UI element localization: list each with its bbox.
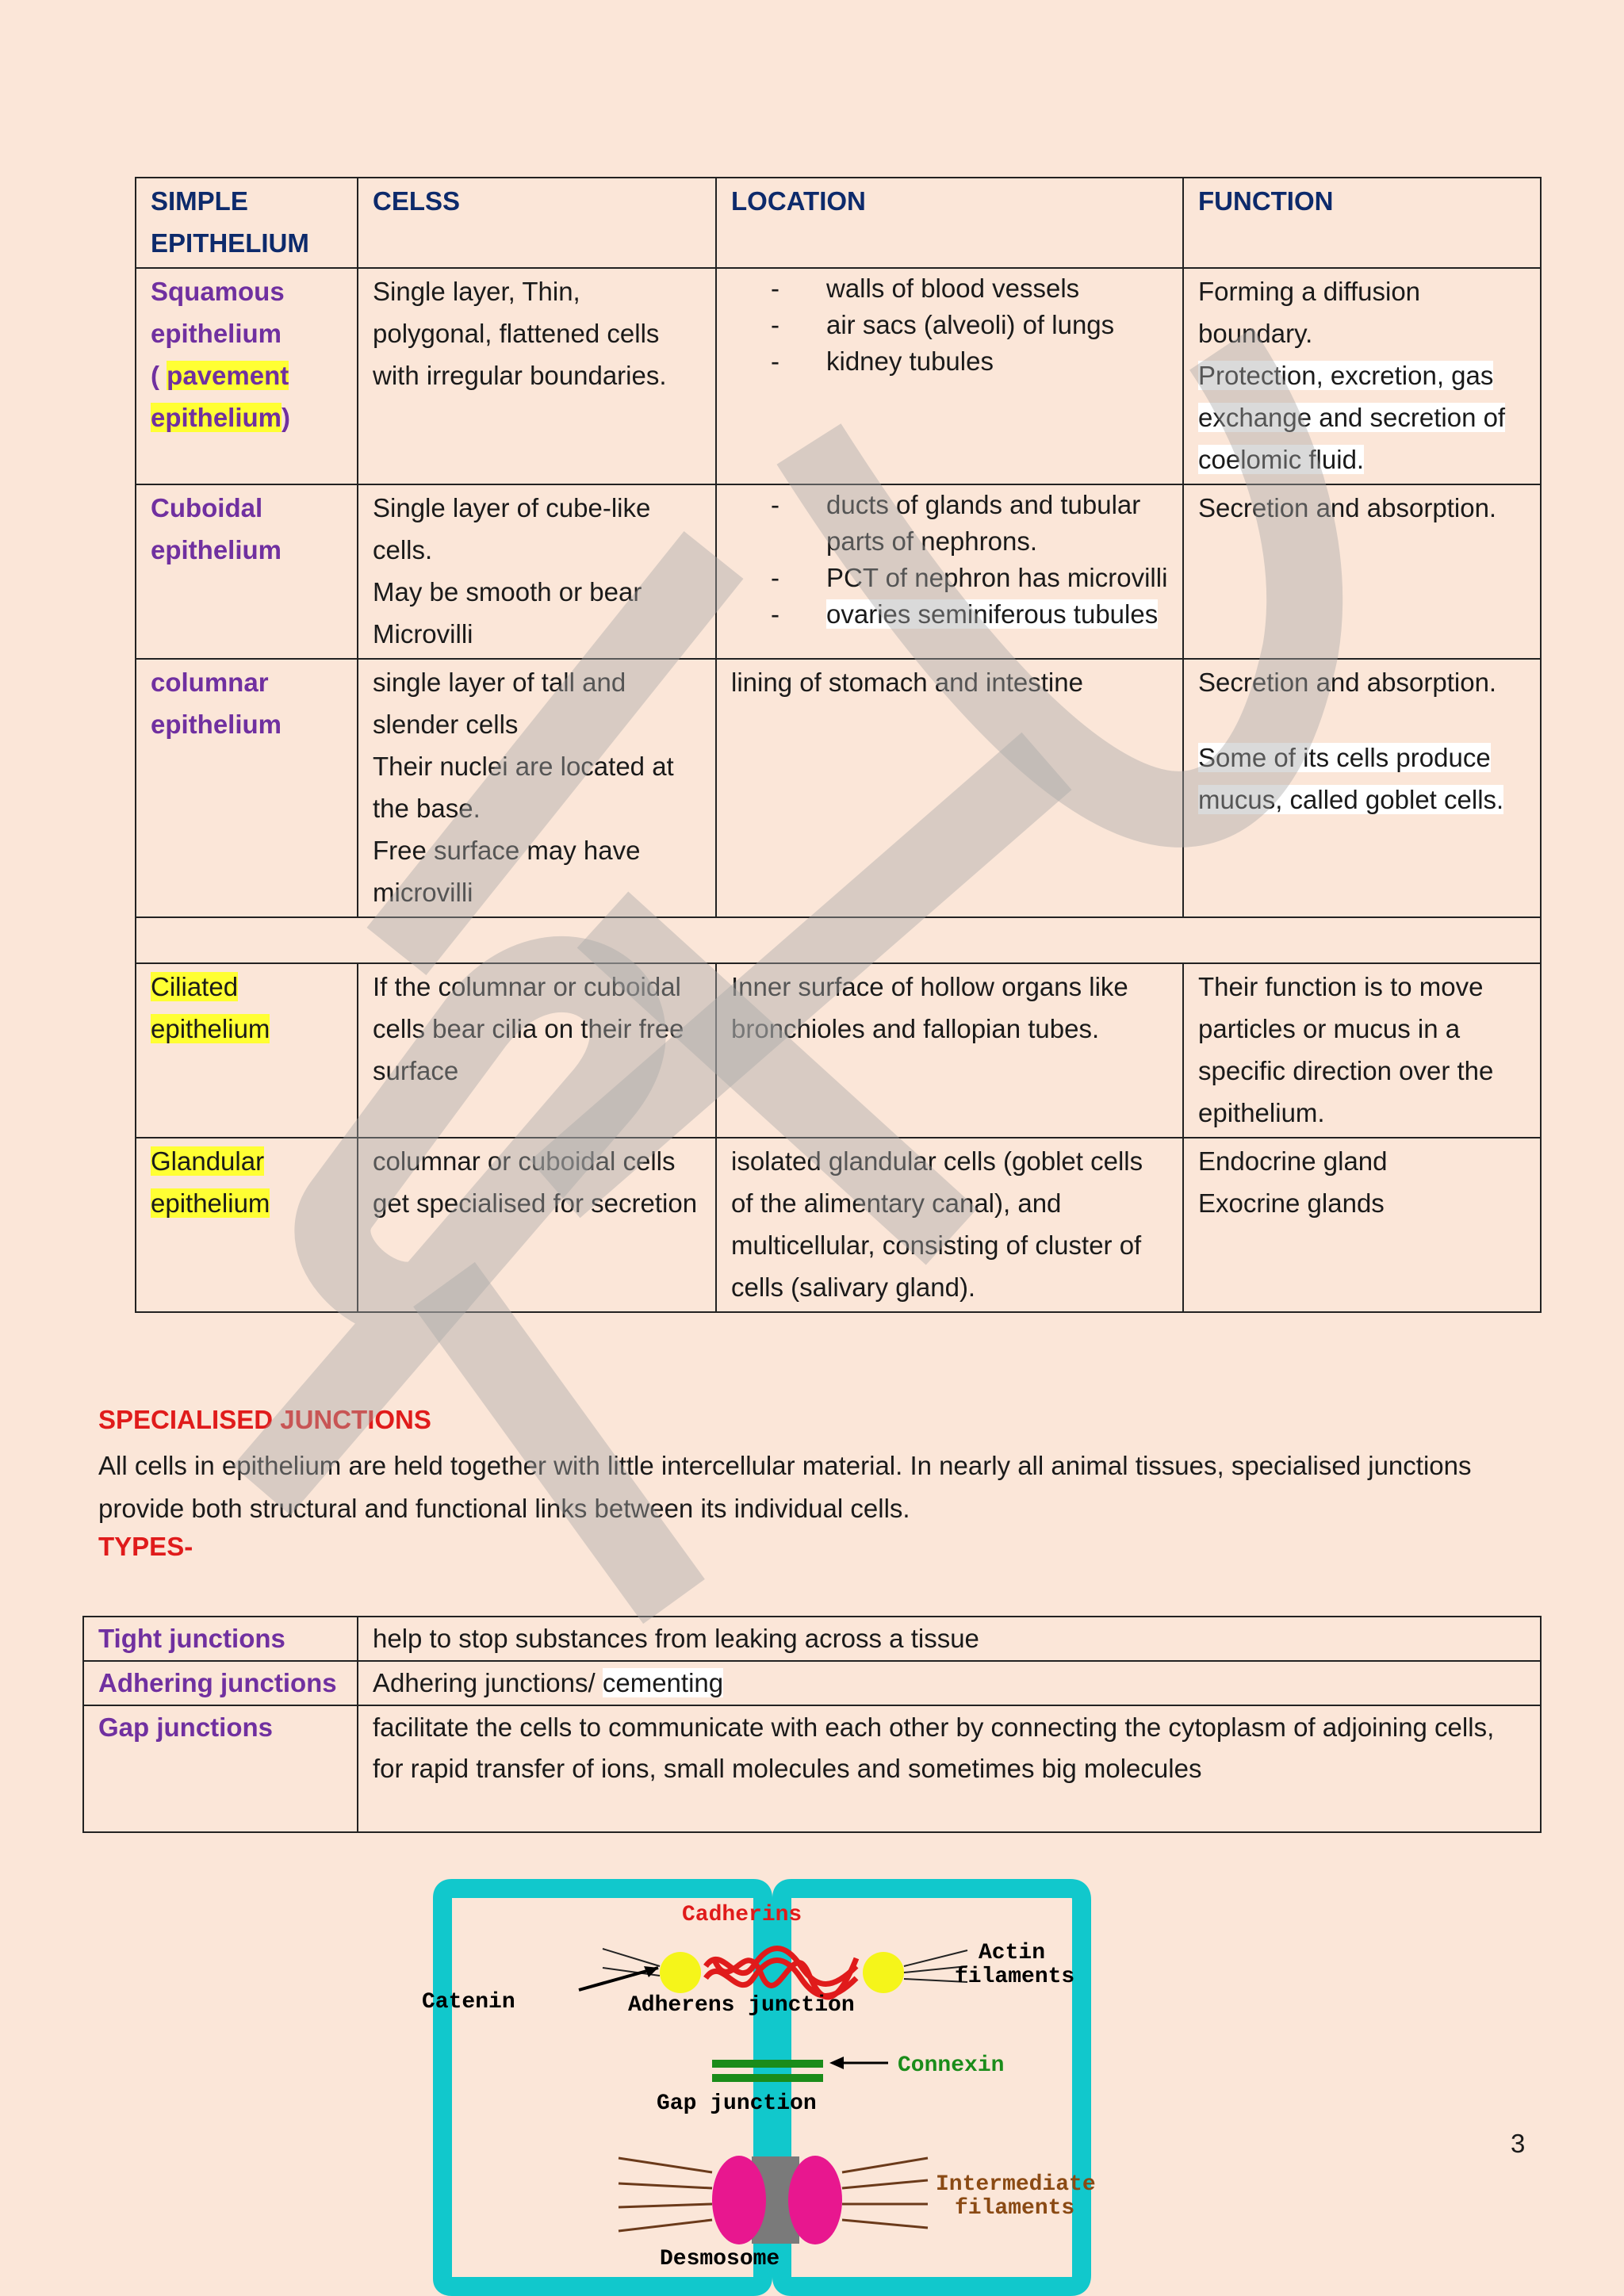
columnar-function-1: Secretion and absorption. [1198,668,1497,697]
squamous-paren-close: ) [282,403,291,432]
header-function: FUNCTION [1183,178,1541,268]
intermediate-label: Intermediate [936,2172,1096,2197]
ciliated-cells: If the columnar or cuboidal cells bear cilia on their free surface [358,963,716,1138]
table-row-squamous [136,268,1541,484]
specialised-junctions-body: All cells in epithelium are held together with little intercellular material. In nearly all animal tissues, specialised junctions provide both structural and functional links between its individual cells. [98,1451,1472,1523]
columnar-cells-2: Their nuclei are located at the base. [373,752,674,823]
squamous-name-cell [136,268,358,484]
cell-junctions-diagram [412,1879,1174,2296]
page-number: 3 [1511,2129,1526,2158]
table-row-glandular [136,1138,1541,1312]
connexin-label: Connexin [898,2053,1005,2078]
cuboidal-name-cell [136,484,358,659]
adherens-junction-label: Adherens junction [628,1993,855,2018]
cuboidal-location-item: - ducts of glands and tubular parts of nephrons. [771,487,1168,560]
ciliated-function: Their function is to move particles or mucus in a specific direction over the epithelium. [1183,963,1541,1138]
glandular-cells: columnar or cuboidal cells get specialised for secretion [358,1138,716,1312]
glandular-function-1: Endocrine gland [1198,1146,1388,1176]
cadherins-label: Cadherins [682,1903,802,1927]
junction-name: Adhering junctions [83,1661,358,1705]
squamous-function-2: Protection, excretion, gas exchange and secretion of coelomic fluid. [1198,361,1506,474]
glandular-name: Glandular epithelium [151,1146,270,1218]
squamous-paren-open: ( [151,361,159,390]
columnar-cells-3: Free surface may have microvilli [373,836,641,907]
junction-name: Tight junctions [83,1617,358,1661]
connexin-bar-top [712,2060,823,2068]
connexin-arrowhead [829,2057,844,2069]
junction-desc-extra: cementing [602,1668,724,1697]
glandular-location: isolated glandular cells (goblet cells of the alimentary canal), and multicellular, consisting of cluster of cells (salivary gland). [716,1138,1183,1312]
catenin-label: Catenin [422,1990,515,2015]
junctions-table [82,1616,1542,1833]
table-row-ciliated [136,963,1541,1138]
cuboidal-location-item: - PCT of nephron has microvilli [771,560,1168,596]
cuboidal-location-highlighted: ovaries seminiferous tubules [826,599,1159,629]
junction-desc-cell [358,1661,1541,1705]
columnar-cells [358,659,716,917]
glandular-function [1183,1138,1541,1312]
squamous-function-1: Forming a diffusion boundary. [1198,277,1421,348]
columnar-function [1183,659,1541,917]
junction-row [83,1661,1541,1705]
junction-row [83,1705,1541,1832]
cuboidal-name: Cuboidal epithelium [151,493,282,564]
cuboidal-locations [716,484,1183,659]
glandular-function-2: Exocrine glands [1198,1188,1385,1218]
catenin-left-dot [660,1952,701,1993]
catenin-right-dot [863,1952,904,1993]
connexin-bar-bottom [712,2074,823,2082]
filaments-label: filaments [955,1965,1075,1989]
columnar-function-2: Some of its cells produce mucus, called goblet cells. [1198,743,1504,814]
junction-desc: facilitate the cells to communicate with each other by connecting the cytoplasm of adjoining cells, for rapid transfer of ions, small molecules and sometimes big molecules [358,1705,1541,1832]
ciliated-name: Ciliated epithelium [151,972,270,1043]
cuboidal-location-item [771,596,1168,633]
epithelium-table [135,177,1542,1313]
header-location: LOCATION [716,178,1183,268]
header-simple-epithelium: SIMPLE EPITHELIUM [136,178,358,268]
columnar-name: columnar epithelium [151,668,282,739]
junction-desc: help to stop substances from leaking across a tissue [358,1617,1541,1661]
squamous-location-item: - air sacs (alveoli) of lungs [771,307,1168,343]
ciliated-name-cell [136,963,358,1138]
cuboidal-cells-2: May be smooth or bear Microvilli [373,577,642,649]
left-cell-outline [442,1888,763,2286]
junction-row [83,1617,1541,1661]
columnar-location: lining of stomach and intestine [716,659,1183,917]
gap-junction-label: Gap junction [657,2091,817,2116]
junction-desc: Adhering junctions/ [373,1668,603,1697]
columnar-cells-1: single layer of tall and slender cells [373,668,626,739]
table-row-cuboidal [136,484,1541,659]
cuboidal-cells [358,484,716,659]
desmosome-label: Desmosome [660,2247,780,2271]
table-row-columnar [136,659,1541,917]
spacer-cell [136,917,1541,963]
squamous-alt-name: pavement epithelium [151,361,289,432]
squamous-location-item: - walls of blood vessels [771,270,1168,307]
squamous-cells: Single layer, Thin, polygonal, flattened cells with irregular boundaries. [358,268,716,484]
specialised-junctions-heading: SPECIALISED JUNCTIONS [98,1405,431,1434]
desmosome-right-plaque [788,2156,842,2244]
cuboidal-cells-1: Single layer of cube-like cells. [373,493,651,564]
header-cells: CELSS [358,178,716,268]
cuboidal-function: Secretion and absorption. [1183,484,1541,659]
squamous-location-item: - kidney tubules [771,343,1168,380]
squamous-locations [716,268,1183,484]
types-heading: TYPES- [98,1532,193,1561]
table-header-row [136,178,1541,268]
squamous-name: Squamous epithelium [151,277,285,348]
junction-name: Gap junctions [83,1705,358,1832]
glandular-name-cell [136,1138,358,1312]
ciliated-location: Inner surface of hollow organs like bronchioles and fallopian tubes. [716,963,1183,1138]
actin-label: Actin [979,1941,1046,1965]
columnar-name-cell [136,659,358,917]
intermediate-filaments-label: filaments [955,2196,1075,2221]
squamous-function [1183,268,1541,484]
table-spacer-row [136,917,1541,963]
desmosome-left-plaque [712,2156,766,2244]
